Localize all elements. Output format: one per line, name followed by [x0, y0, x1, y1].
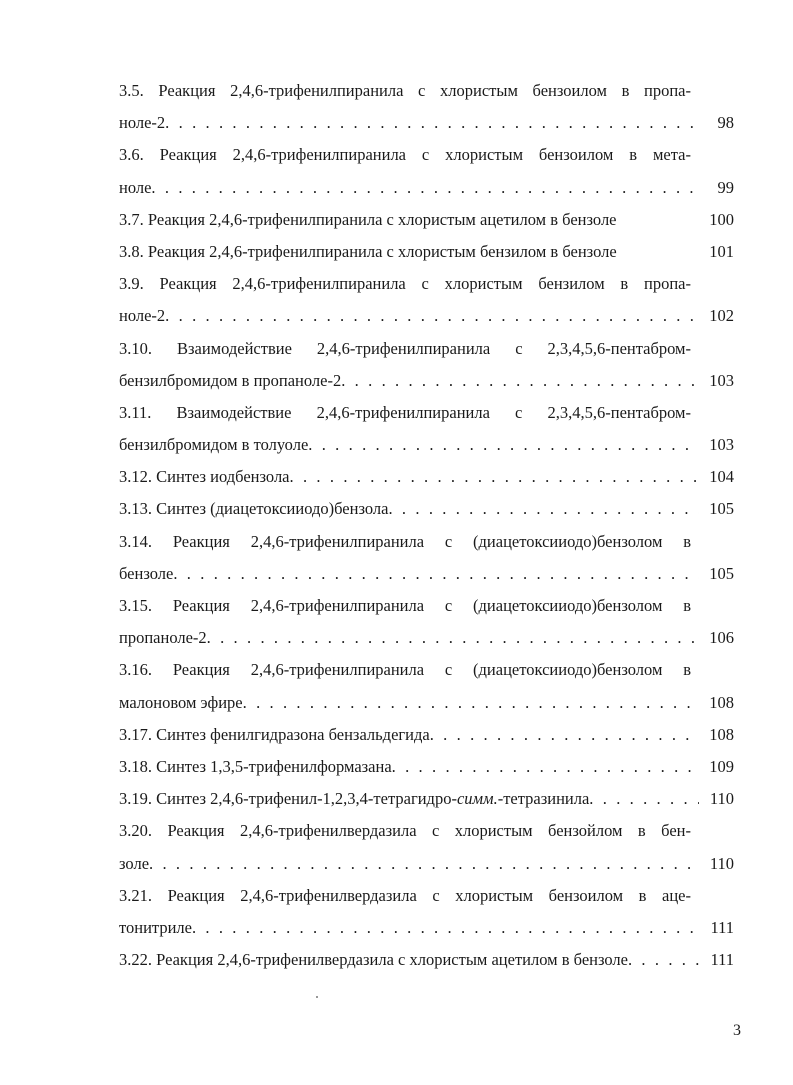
toc-entry-3-10-line2	[119, 365, 734, 397]
toc-page-number: 100	[709, 209, 734, 229]
toc-entry-3-5-line1	[119, 75, 734, 107]
toc-entry-3-6-line2	[119, 172, 734, 204]
leader-dots	[308, 429, 699, 461]
toc-page-number: 99	[717, 177, 734, 197]
leader-dots	[243, 687, 699, 719]
toc-entry-3-20-line2	[119, 848, 734, 880]
toc-entry-text: тонитриле	[119, 917, 192, 937]
toc-page-number: 102	[709, 306, 734, 326]
toc-entry-3-10-line1	[119, 333, 734, 365]
toc-entry-3-5-line2	[119, 107, 734, 139]
leader-dots	[388, 493, 699, 525]
toc-entry-3-16-line1	[119, 654, 734, 686]
toc-entry-text: 3.13. Синтез (диацетоксииодо)бензола	[119, 499, 389, 519]
leader-dots	[430, 719, 699, 751]
toc-entry-3-21-line2	[119, 912, 734, 944]
toc-entry-text-part: 3.19. Синтез 2,4,6-трифенил-1,2,3,4-тетрагидро-	[119, 789, 457, 809]
toc-page-number: 105	[709, 563, 734, 583]
toc-page-number: 106	[709, 628, 734, 648]
toc-entry-text: 3.21. Реакция 2,4,6-трифенилвердазила с хлористым бензоилом в аце-	[119, 885, 691, 905]
leader-dots	[628, 944, 699, 976]
toc-entry-3-6-line1	[119, 139, 734, 171]
leader-dots	[149, 848, 699, 880]
toc-entry-text: 3.17. Синтез фенилгидразона бензальдегида	[119, 724, 430, 744]
toc-entry-3-13	[119, 493, 734, 525]
toc-page-number: 109	[709, 756, 734, 776]
toc-entry-3-9-line2	[119, 300, 734, 332]
toc-entry-text: 3.18. Синтез 1,3,5-трифенилформазана	[119, 756, 392, 776]
toc-entry-text: 3.9. Реакция 2,4,6-трифенилпиранила с хлористым бензилом в пропа-	[119, 274, 691, 294]
toc-entry-3-16-line2	[119, 687, 734, 719]
toc-page-number: 108	[709, 724, 734, 744]
leader-dots	[192, 912, 699, 944]
toc-entry-3-12	[119, 461, 734, 493]
leader-dots	[589, 783, 699, 815]
toc-page-number: 110	[709, 789, 734, 809]
toc-entry-text: пропаноле-2	[119, 628, 207, 648]
toc-entry-3-17	[119, 719, 734, 751]
toc-entry-text: 3.11. Взаимодействие 2,4,6-трифенилпиранила с 2,3,4,5,6-пентабром-	[119, 402, 691, 422]
toc-entry-text: 3.14. Реакция 2,4,6-трифенилпиранила с (диацетоксииодо)бензолом в	[119, 531, 691, 551]
toc-entry-text: 3.15. Реакция 2,4,6-трифенилпиранила с (диацетоксииодо)бензолом в	[119, 596, 691, 615]
toc-page-number: 98	[717, 113, 734, 133]
leader-dots	[151, 172, 699, 204]
leader-dots	[207, 622, 699, 654]
toc-entry-3-15-line2	[119, 622, 734, 654]
toc-entry-3-20-line1	[119, 815, 734, 847]
toc-entry-3-11-line2	[119, 429, 734, 461]
table-of-contents	[119, 75, 734, 976]
toc-entry-3-22	[119, 944, 734, 976]
leader-dots	[165, 300, 699, 332]
page-number: 3	[733, 1022, 741, 1039]
toc-page-number: 108	[709, 692, 734, 712]
toc-entry-text: 3.5. Реакция 2,4,6-трифенилпиранила с хлористым бензоилом в пропа-	[119, 81, 691, 100]
toc-entry-text: золе	[119, 853, 150, 873]
toc-entry-3-19	[119, 783, 734, 815]
toc-page-number: 103	[709, 370, 734, 390]
toc-entry-text: 3.10. Взаимодействие 2,4,6-трифенилпиранила с 2,3,4,5,6-пентабром-	[119, 338, 691, 358]
toc-entry-text: ноле-2	[119, 113, 166, 133]
toc-entry-3-14-line1	[119, 526, 734, 558]
scan-speck	[316, 996, 318, 998]
leader-dots	[290, 461, 699, 493]
toc-entry-3-8	[119, 236, 734, 268]
leader-dots	[165, 107, 699, 139]
toc-page-number: 104	[709, 467, 734, 487]
toc-entry-text: 3.16. Реакция 2,4,6-трифенилпиранила с (диацетоксииодо)бензолом в	[119, 660, 691, 680]
toc-entry-3-7	[119, 204, 734, 236]
toc-entry-text: 3.20. Реакция 2,4,6-трифенилвердазила с хлористым бензойлом в бен-	[119, 821, 691, 841]
toc-entry-text-part: -тетразинила	[497, 789, 590, 809]
toc-entry-3-9-line1	[119, 268, 734, 300]
toc-entry-3-11-line1	[119, 397, 734, 429]
toc-entry-text: ноле	[119, 177, 152, 197]
toc-entry-text: ноле-2	[119, 306, 166, 326]
toc-entry-text: малоновом эфире	[119, 692, 243, 712]
toc-entry-3-15-line1	[119, 590, 734, 622]
toc-entry-3-18	[119, 751, 734, 783]
toc-entry-3-14-line2	[119, 558, 734, 590]
toc-page-number: 110	[709, 853, 734, 873]
leader-dots	[341, 365, 699, 397]
toc-entry-text: 3.7. Реакция 2,4,6-трифенилпиранила с хлористым ацетилом в бензоле	[119, 209, 617, 229]
leader-dots	[173, 558, 699, 590]
toc-entry-text: бензилбромидом в пропаноле-2	[119, 370, 342, 390]
toc-entry-text: 3.8. Реакция 2,4,6-трифенилпиранила с хлористым бензилом в бензоле	[119, 241, 617, 261]
toc-page-number: 105	[709, 499, 734, 519]
toc-entry-text: 3.22. Реакция 2,4,6-трифенилвердазила с хлористым ацетилом в бензоле	[119, 950, 628, 970]
toc-entry-text: бензилбромидом в толуоле	[119, 435, 309, 455]
toc-entry-text	[119, 783, 589, 815]
toc-entry-text: 3.12. Синтез иодбензола	[119, 467, 290, 487]
toc-page-number: 103	[709, 435, 734, 455]
leader-dots	[392, 751, 699, 783]
toc-page-number: 111	[710, 950, 734, 970]
toc-entry-text: бензоле	[119, 563, 174, 583]
toc-entry-text-italic: симм.	[456, 789, 498, 809]
toc-entry-text: 3.6. Реакция 2,4,6-трифенилпиранила с хлористым бензоилом в мета-	[119, 145, 691, 165]
toc-page-number: 101	[709, 241, 734, 261]
toc-page-number: 111	[710, 917, 734, 937]
toc-entry-3-21-line1	[119, 880, 734, 912]
